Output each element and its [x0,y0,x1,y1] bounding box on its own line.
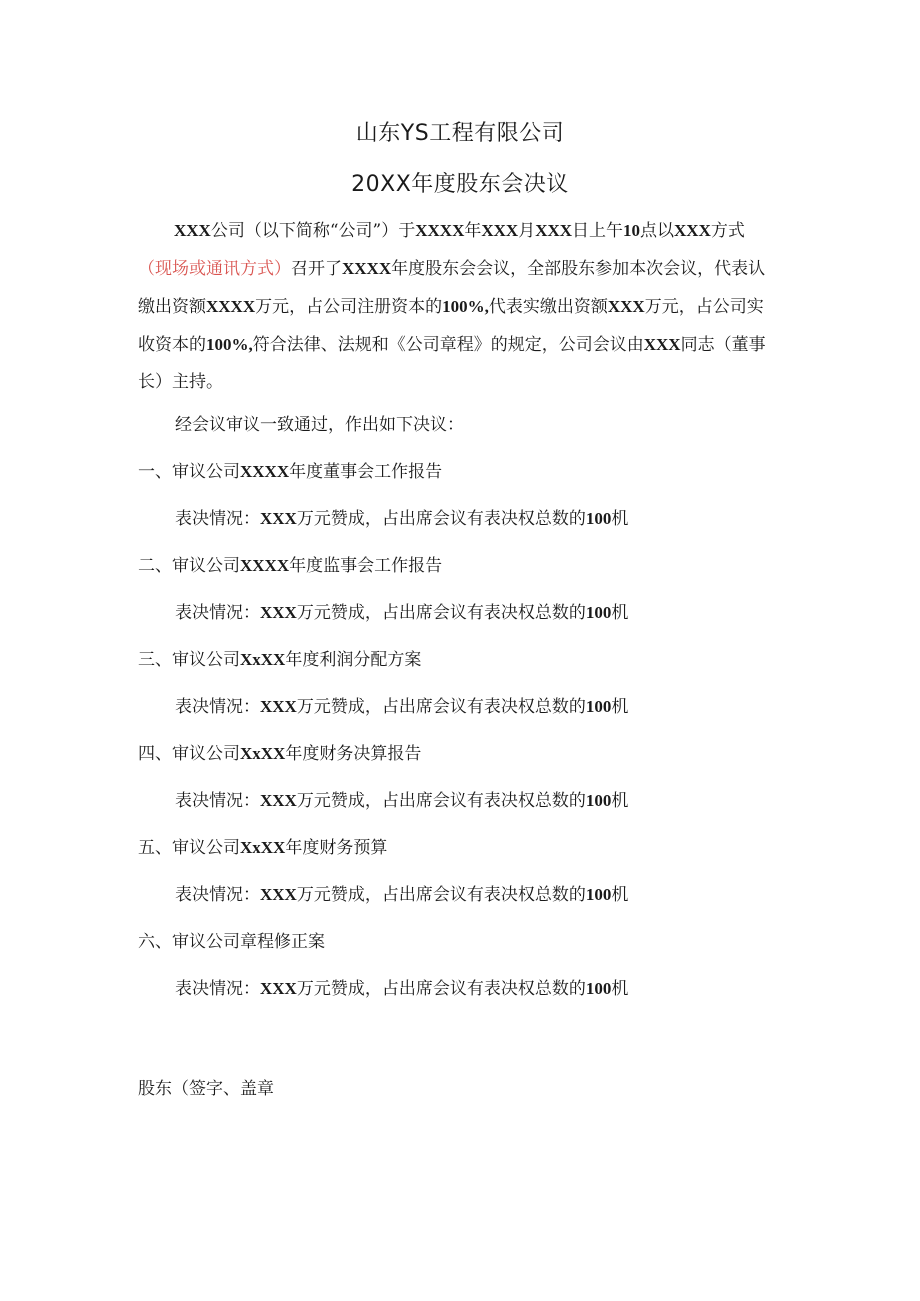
intro-text: 100%, [442,297,489,316]
intro-text: 月 [518,221,536,241]
shareholder-signature-line: 股东（签字、盖章 [138,1079,274,1099]
intro-text: XXXX [206,297,256,316]
vote-end: 机 [611,697,629,717]
item-suffix: 年度监事会工作报告 [289,556,443,576]
vote-end: 机 [611,603,629,623]
vote-pct: 100 [585,979,612,998]
intro-text: 10 [623,221,641,240]
item-suffix: 年度财务决算报告 [285,744,422,764]
intro-text: XXXX [415,221,465,240]
item-code: XxXX [240,650,286,669]
vote-result [175,601,628,625]
item-code: XxXX [240,838,286,857]
intro-text: 万元，占公司注册资本的 [255,297,443,317]
vote-pct: 100 [585,603,612,622]
pass-statement: 经会议审议一致通过，作出如下决议： [175,415,464,435]
company-title: 山东YS工程有限公司 [355,121,565,146]
vote-label: 表决情况： [175,697,260,717]
intro-text: XXX [674,221,711,240]
item-code: XXXX [240,462,290,481]
vote-result [175,977,628,1001]
item-code: XxXX [240,744,286,763]
intro-text: 点以 [640,221,675,241]
intro-text: 方式 [710,221,745,241]
intro-text: 万元，占公司实收资本的 [138,297,764,355]
vote-label: 表决情况： [175,603,260,623]
intro-text: 召开了 [291,259,342,279]
vote-text: 万元赞成，占出席会议有表决权总数的 [296,509,586,529]
intro-text: 公司（以下简称“公司”）于 [210,221,416,241]
resolution-item [138,648,421,672]
intro-text: XXX [174,221,211,240]
item-prefix: 六、审议公司章程修正案 [138,932,325,952]
vote-amount: XXX [260,979,297,998]
resolution-item [138,836,387,860]
intro-method-note: （现场或通讯方式） [138,259,291,279]
intro-text: XXX [481,221,519,240]
intro-paragraph [138,212,778,401]
item-prefix: 一、审议公司 [138,462,240,482]
item-prefix: 三、审议公司 [138,650,240,670]
item-prefix: 二、审议公司 [138,556,240,576]
vote-text: 万元赞成，占出席会议有表决权总数的 [296,979,586,999]
vote-pct: 100 [585,885,612,904]
vote-pct: 100 [585,509,612,528]
vote-result [175,883,628,907]
intro-text: XXX [643,335,681,354]
vote-text: 万元赞成，占出席会议有表决权总数的 [296,603,586,623]
vote-end: 机 [611,509,629,529]
vote-result [175,695,628,719]
vote-text: 万元赞成，占出席会议有表决权总数的 [296,791,586,811]
resolution-item [138,930,325,954]
resolution-item [138,742,421,766]
item-code: XXXX [240,556,290,575]
vote-result [175,507,628,531]
intro-text: 符合法律、法规和《公司章程》的规定，公司会议由 [252,335,644,355]
intro-text: 代表实缴出资额 [488,297,608,317]
item-suffix: 年度财务预算 [285,838,388,858]
intro-text: 同志（董事长）主持。 [138,335,766,392]
item-prefix: 五、审议公司 [138,838,240,858]
vote-text: 万元赞成，占出席会议有表决权总数的 [296,885,586,905]
vote-label: 表决情况： [175,791,260,811]
intro-text: XXX [535,221,573,240]
item-suffix: 年度董事会工作报告 [289,462,443,482]
vote-amount: XXX [260,603,297,622]
intro-text: 年度股东会会议，全部股东参加本次会议，代表认缴出资额 [138,259,766,317]
vote-amount: XXX [260,697,297,716]
vote-pct: 100 [585,697,612,716]
intro-text: 日上午 [572,221,624,241]
item-suffix: 年度利润分配方案 [285,650,422,670]
vote-label: 表决情况： [175,979,260,999]
intro-text: XXX [607,297,645,316]
item-prefix: 四、审议公司 [138,744,240,764]
vote-result [175,789,628,813]
vote-amount: XXX [260,791,297,810]
intro-text: 100%, [206,335,253,354]
vote-label: 表决情况： [175,885,260,905]
vote-label: 表决情况： [175,509,260,529]
vote-amount: XXX [260,885,297,904]
vote-end: 机 [611,885,629,905]
intro-text: XXXX [342,259,392,278]
resolution-item [138,554,442,578]
intro-text: 年 [464,221,482,241]
resolution-item [138,460,442,484]
vote-end: 机 [611,791,629,811]
vote-text: 万元赞成，占出席会议有表决权总数的 [296,697,586,717]
vote-amount: XXX [260,509,297,528]
vote-end: 机 [611,979,629,999]
resolution-title: 20XX年度股东会决议 [351,172,569,197]
vote-pct: 100 [585,791,612,810]
